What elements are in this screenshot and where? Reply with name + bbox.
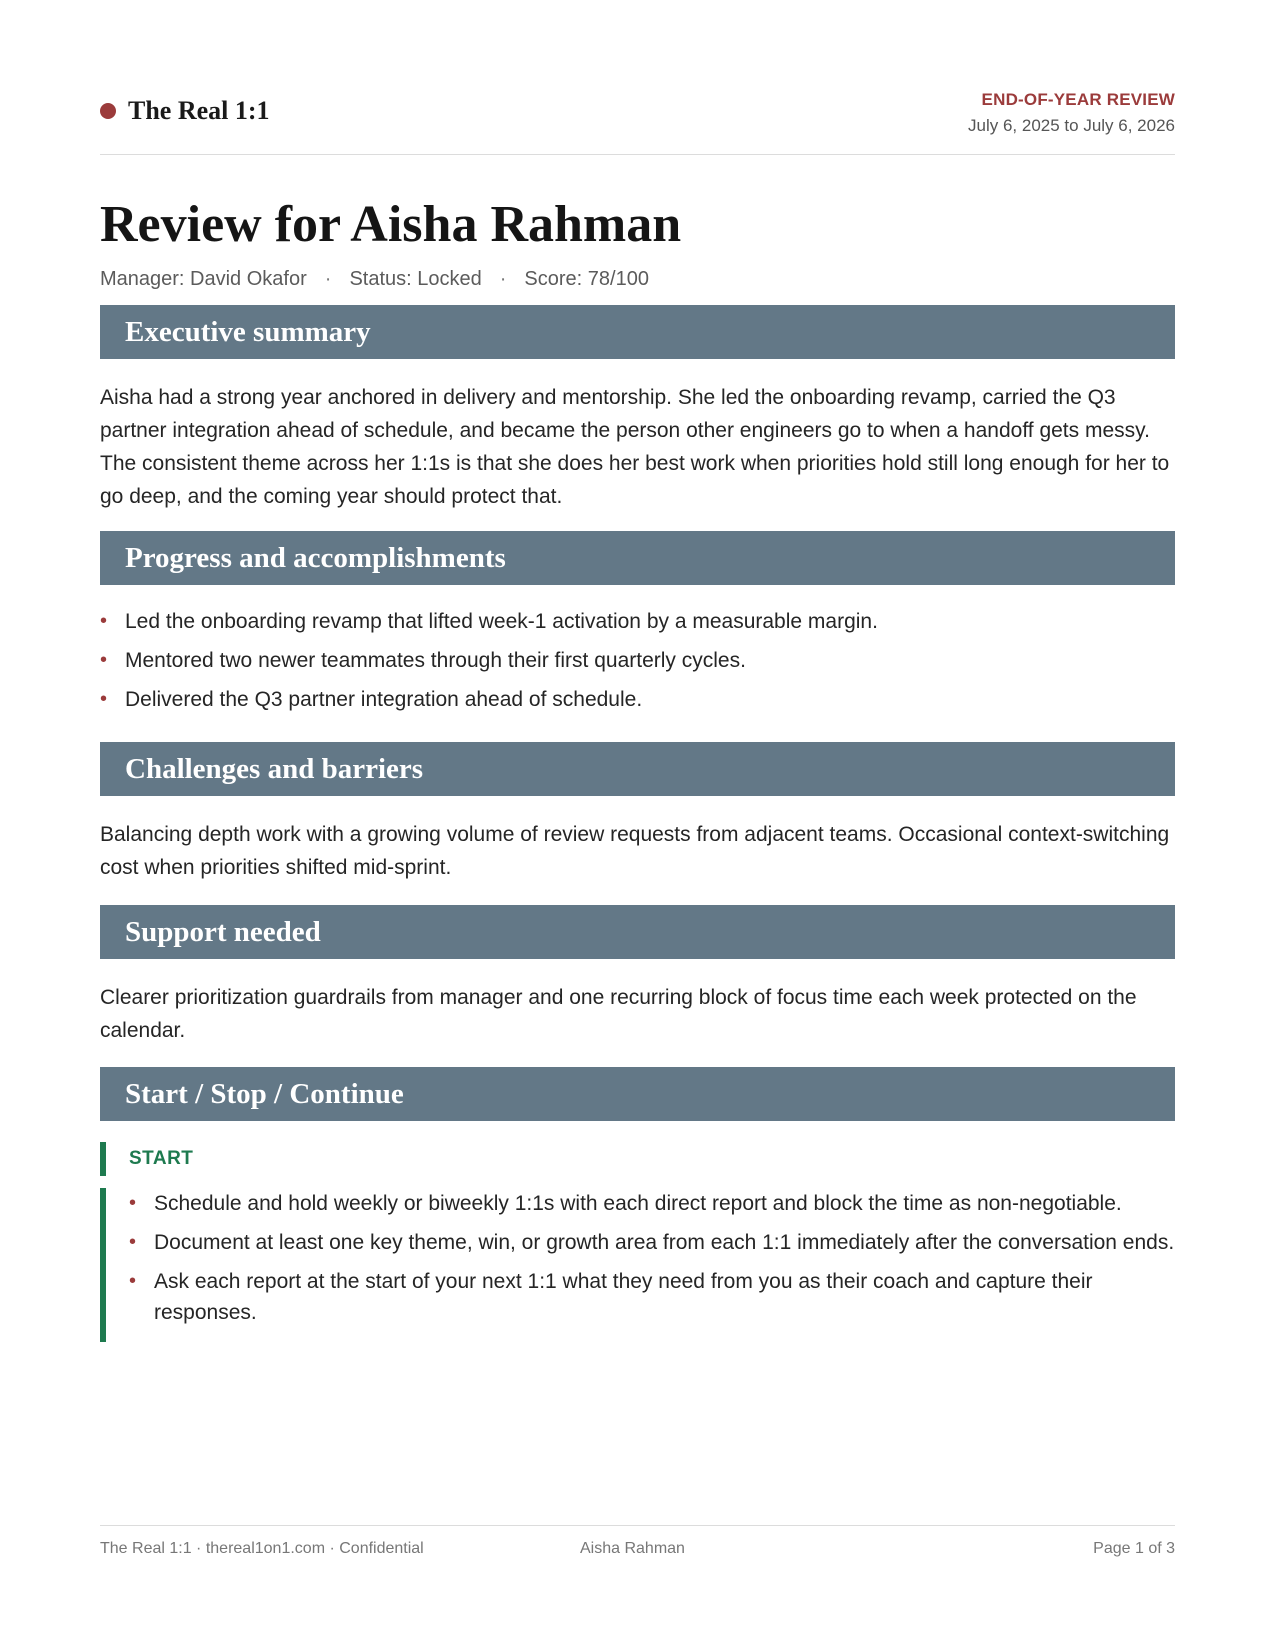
page-footer xyxy=(100,1525,1175,1564)
support-text: Clearer prioritization guardrails from manager and one recurring block of focus time each week protected on the calendar. xyxy=(100,986,1137,1042)
list-item: • Document at least one key theme, win, or growth area from each 1:1 immediately after the conversation ends. xyxy=(129,1227,1175,1258)
section-title: Challenges and barriers xyxy=(125,753,424,785)
brand xyxy=(100,96,270,126)
section-header-progress xyxy=(100,531,1175,585)
footer-left: The Real 1:1 · thereal1on1.com · Confidential xyxy=(100,1540,424,1557)
list-item: • Led the onboarding revamp that lifted week-1 activation by a measurable margin. xyxy=(100,606,1175,637)
start-list-container xyxy=(100,1188,1175,1342)
footer-center: Aisha Rahman xyxy=(580,1540,685,1557)
page-title: Review for Aisha Rahman xyxy=(100,196,682,253)
section-header-challenges xyxy=(100,742,1175,796)
section-header-executive-summary xyxy=(100,305,1175,359)
section-title: Start / Stop / Continue xyxy=(125,1078,404,1110)
executive-summary-text: Aisha had a strong year anchored in delivery and mentorship. She led the onboarding revamp, carried the Q3 partner integration ahead of schedule, and became the person other engineers go to when a handoff gets messy. The consistent theme across her 1:1s is that she does her best work when priorities hold still long enough for her to go deep, and the coming year should protect that. xyxy=(100,386,1170,508)
progress-list xyxy=(100,606,1175,723)
score-label: Score: 78/100 xyxy=(524,268,649,290)
start-label: START xyxy=(100,1142,1175,1176)
brand-dot-icon xyxy=(100,103,116,119)
status-label: Status: Locked xyxy=(349,268,482,290)
review-info xyxy=(968,90,1175,136)
section-title: Support needed xyxy=(125,916,321,948)
challenges-text: Balancing depth work with a growing volume of review requests from adjacent teams. Occasional context-switching cost when priorities shifted mid-sprint. xyxy=(100,823,1170,879)
meta-separator: · xyxy=(324,268,332,290)
page-number: Page 1 of 3 xyxy=(1093,1540,1175,1557)
section-title: Progress and accomplishments xyxy=(125,542,506,574)
section-title: Executive summary xyxy=(125,316,371,348)
review-type: END-OF-YEAR REVIEW xyxy=(981,90,1175,109)
start-list xyxy=(129,1188,1175,1328)
section-header-start-stop-continue xyxy=(100,1067,1175,1121)
list-item: • Ask each report at the start of your next 1:1 what they need from you as their coach and capture their responses. xyxy=(129,1266,1175,1328)
start-block xyxy=(100,1142,1175,1342)
list-item: • Mentored two newer teammates through their first quarterly cycles. xyxy=(100,645,1175,676)
meta-separator: · xyxy=(499,268,507,290)
brand-name: The Real 1:1 xyxy=(128,96,270,125)
review-meta xyxy=(100,268,649,291)
review-period: July 6, 2025 to July 6, 2026 xyxy=(968,116,1175,135)
section-header-support xyxy=(100,905,1175,959)
list-item: • Schedule and hold weekly or biweekly 1:1s with each direct report and block the time as non-negotiable. xyxy=(129,1188,1175,1219)
list-item: • Delivered the Q3 partner integration ahead of schedule. xyxy=(100,684,1175,715)
manager-label: Manager: David Okafor xyxy=(100,268,307,290)
page-header xyxy=(100,88,1175,155)
